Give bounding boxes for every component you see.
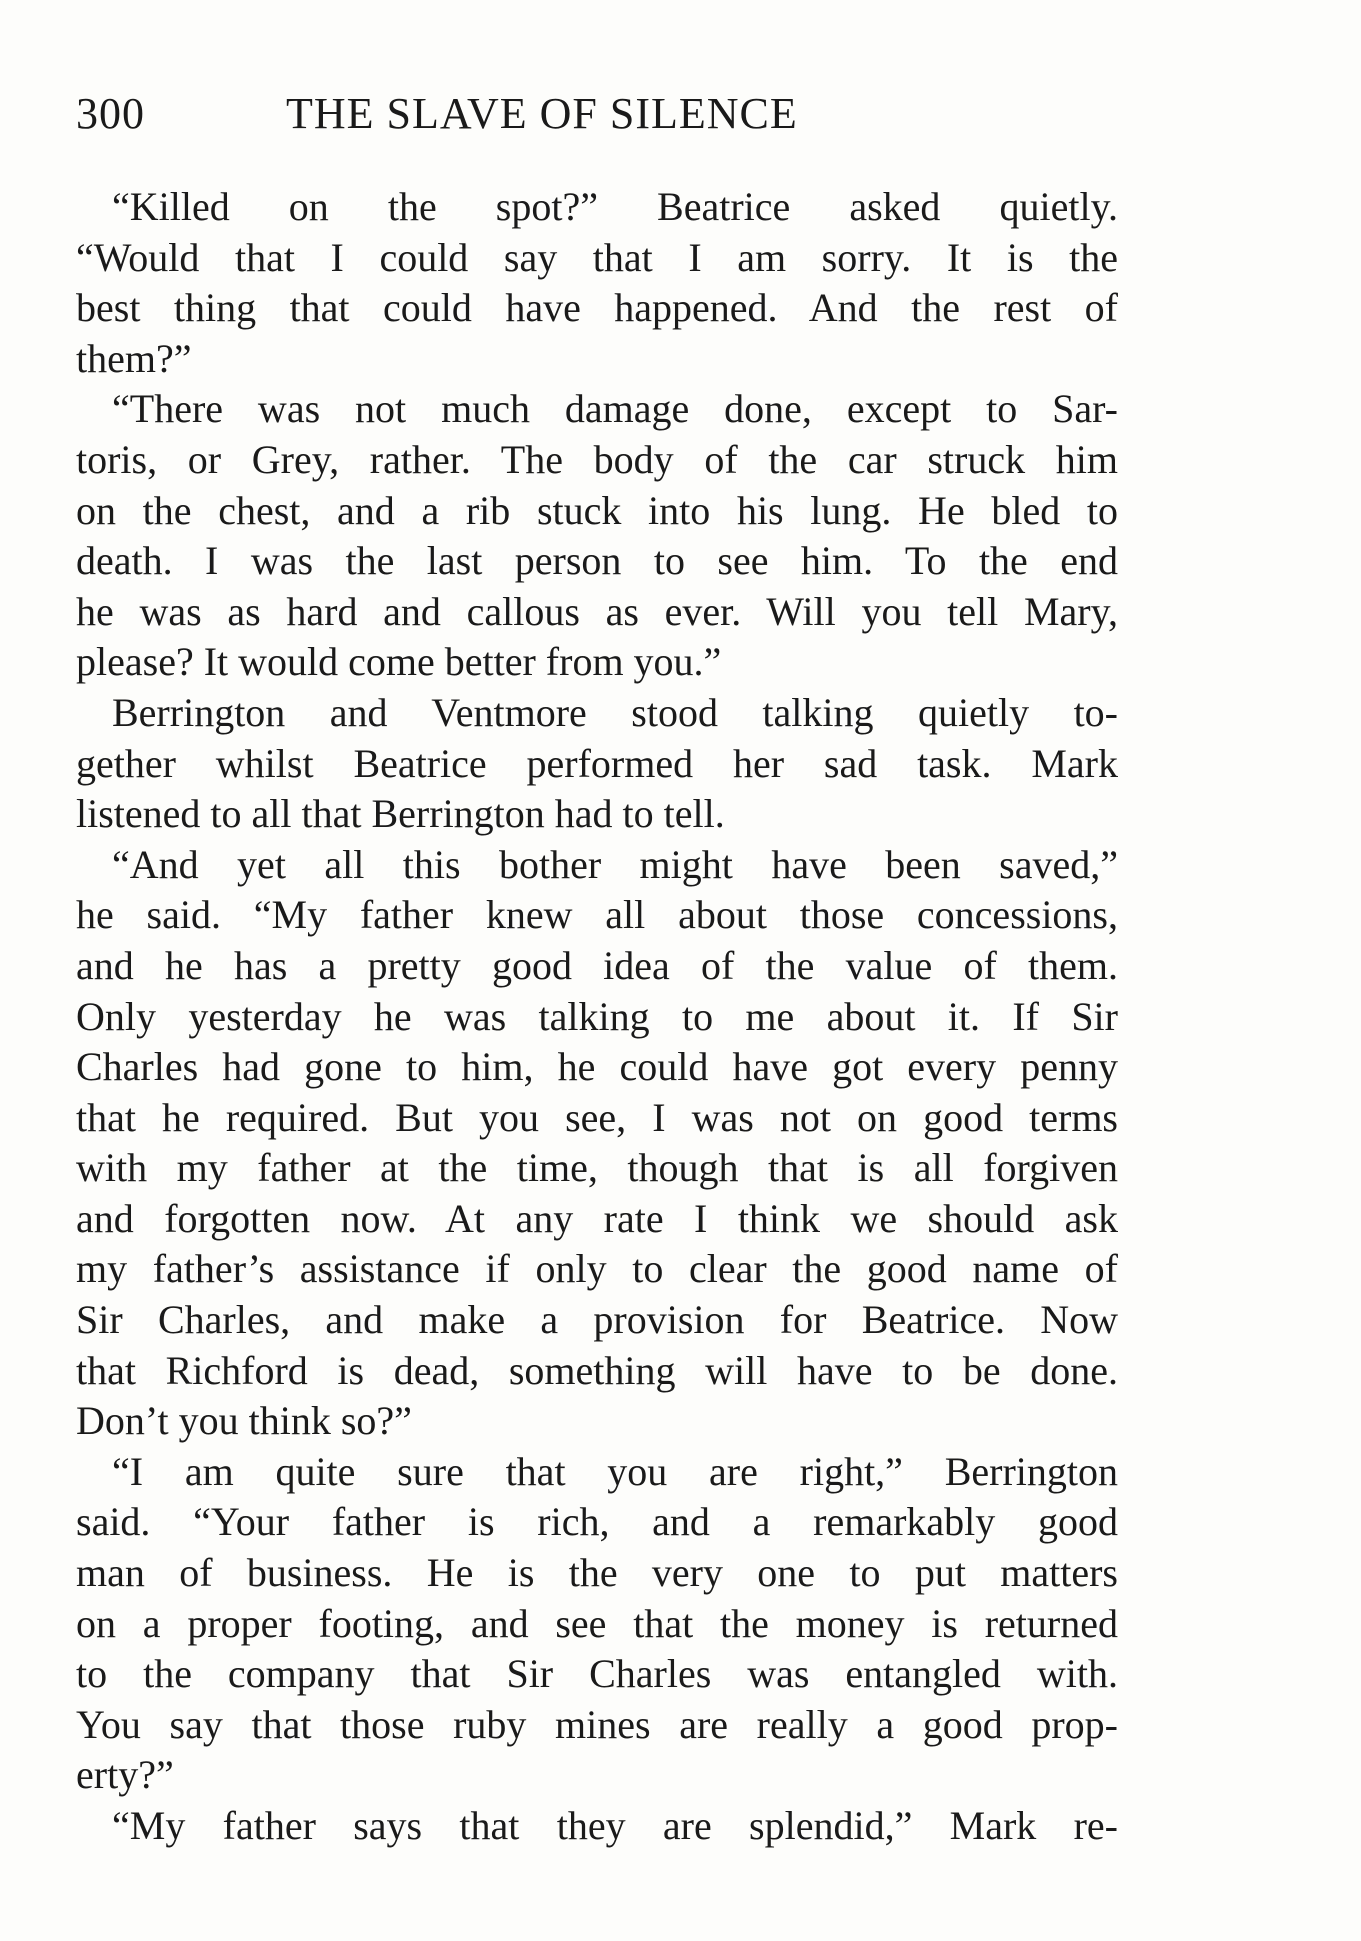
text-line: listened to all that Berrington had to tell. (76, 791, 725, 837)
text-line: Don’t you think so?” (76, 1398, 412, 1444)
text-line: to the company that Sir Charles was entangled with. (76, 1651, 1118, 1697)
text-line: best thing that could have happened. And the rest of (76, 285, 1118, 331)
text-line: he was as hard and callous as ever. Will you tell Mary, (76, 588, 1118, 634)
text-line: and he has a pretty good idea of the value of them. (76, 942, 1118, 988)
text-line: toris, or Grey, rather. The body of the car struck him (76, 436, 1118, 482)
text-line: “There was not much damage done, except to Sar- (112, 386, 1118, 432)
text-line: on the chest, and a rib stuck into his lung. He bled to (76, 487, 1118, 533)
text-line: “Would that I could say that I am sorry. It is the (76, 234, 1118, 280)
text-line: please? It would come better from you.” (76, 639, 722, 685)
text-line: gether whilst Beatrice performed her sad task. Mark (76, 740, 1118, 786)
text-line: man of business. He is the very one to put matters (76, 1550, 1118, 1596)
text-line: “My father says that they are splendid,” Mark re- (112, 1803, 1118, 1848)
text-line: that he required. But you see, I was not on good terms (76, 1094, 1118, 1140)
text-line: “I am quite sure that you are right,” Berrington (112, 1448, 1118, 1494)
text-line: You say that those ruby mines are really a good prop- (76, 1701, 1118, 1747)
text-line: Only yesterday he was talking to me about it. If Sir (76, 993, 1118, 1039)
text-line: with my father at the time, though that is all forgiven (76, 1145, 1118, 1191)
text-line: “Killed on the spot?” Beatrice asked quietly. (112, 184, 1118, 229)
text-line: “And yet all this bother might have been saved,” (112, 841, 1118, 887)
text-line: and forgotten now. At any rate I think we should ask (76, 1195, 1118, 1241)
text-line: Sir Charles, and make a provision for Beatrice. Now (76, 1297, 1118, 1343)
book-title: THE SLAVE OF SILENCE (286, 89, 798, 138)
text-line: death. I was the last person to see him. To the end (76, 538, 1118, 584)
text-line: that Richford is dead, something will have to be done. (76, 1347, 1118, 1393)
text-line: said. “Your father is rich, and a remarkably good (76, 1499, 1118, 1545)
text-line: on a proper footing, and see that the money is returned (76, 1600, 1118, 1646)
text-line: he said. “My father knew all about those concessions, (76, 892, 1118, 938)
page-number: 300 (76, 89, 145, 138)
text-line: Berrington and Ventmore stood talking quietly to- (112, 689, 1118, 735)
running-head (76, 88, 1116, 148)
text-line: them?” (76, 335, 192, 381)
text-line: Charles had gone to him, he could have got every penny (76, 1044, 1118, 1090)
body-text (76, 182, 1118, 1852)
text-line: my father’s assistance if only to clear the good name of (76, 1246, 1118, 1292)
text-line: erty?” (76, 1752, 174, 1798)
